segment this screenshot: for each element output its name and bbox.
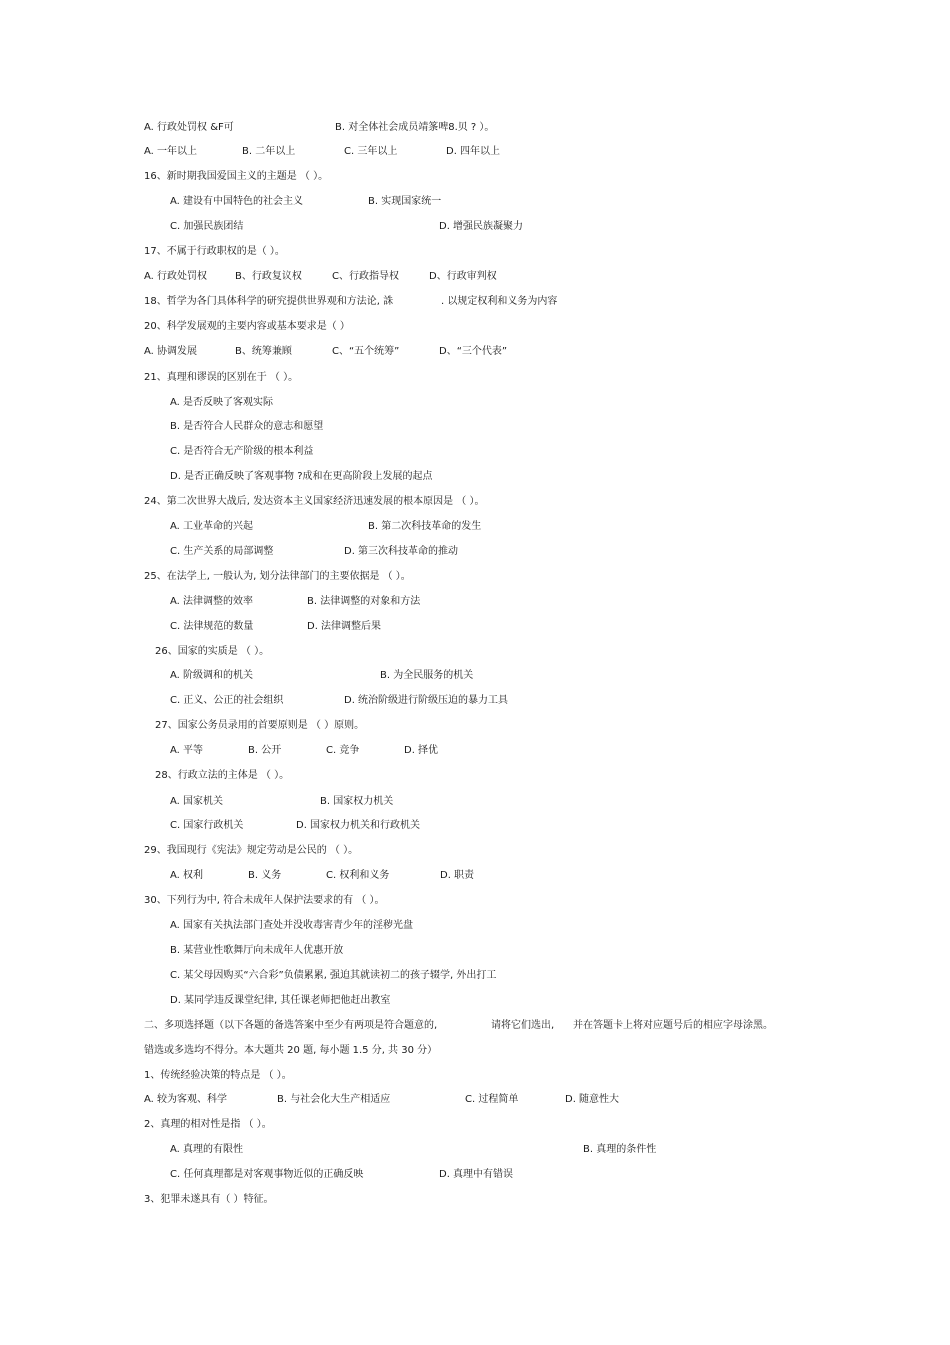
option-text: D. 真理中有错误 — [439, 1169, 514, 1180]
section-heading: 二、多项选择题（以下各题的备选答案中至少有两项是符合题意的, — [144, 1020, 438, 1031]
option-text: C. 生产关系的局部调整 — [170, 546, 274, 557]
question-text: 27、国家公务员录用的首要原则是 （ ）原则。 — [155, 720, 365, 731]
option-text: B. 义务 — [248, 870, 282, 881]
option-text: B. 国家权力机关 — [320, 796, 394, 807]
option-text: B. 实现国家统一 — [368, 196, 442, 207]
option-text: B. 为全民服务的机关 — [380, 670, 474, 681]
option-text: C. 国家行政机关 — [170, 820, 244, 831]
option-text: D. 国家权力机关和行政机关 — [296, 820, 421, 831]
option-text: C. 过程简单 — [465, 1094, 519, 1105]
option-text: A. 较为客观、科学 — [144, 1094, 228, 1105]
option-text: C. 是否符合无产阶级的根本利益 — [170, 446, 314, 457]
option-text: D. 四年以上 — [446, 146, 501, 157]
question-text: 26、国家的实质是 （ ）。 — [155, 646, 270, 657]
question-text: 29、我国现行《宪法》规定劳动是公民的 （ ）。 — [144, 845, 359, 856]
section-heading: 并在答题卡上将对应题号后的相应字母涂黑。 — [573, 1020, 773, 1031]
section-heading: 请将它们选出, — [491, 1020, 555, 1031]
question-text: 28、行政立法的主体是 （ ）。 — [155, 770, 290, 781]
option-text: C、“五个统筹” — [332, 346, 400, 357]
option-text: A. 国家机关 — [170, 796, 224, 807]
text-line: A. 行政处罚权 &F可 — [144, 122, 234, 133]
option-text: D. 择优 — [404, 745, 439, 756]
option-text: A. 一年以上 — [144, 146, 198, 157]
option-text: D. 某同学违反课堂纪律, 其任课老师把他赶出教室 — [170, 995, 391, 1006]
option-text: A. 协调发展 — [144, 346, 198, 357]
option-text: C. 加强民族团结 — [170, 221, 244, 232]
option-text: A. 工业革命的兴起 — [170, 521, 254, 532]
option-text: C. 三年以上 — [344, 146, 398, 157]
question-text: 21、真理和谬误的区别在于 （ ）。 — [144, 372, 299, 383]
option-text: A. 真理的有限性 — [170, 1144, 244, 1155]
option-text: C. 竞争 — [326, 745, 360, 756]
question-text: 20、科学发展观的主要内容或基本要求是（ ） — [144, 321, 350, 332]
option-text: B. 第二次科技革命的发生 — [368, 521, 482, 532]
option-text: A. 是否反映了客观实际 — [170, 397, 274, 408]
option-text: D. 统治阶级进行阶级压迫的暴力工具 — [344, 695, 509, 706]
option-text: B. 二年以上 — [242, 146, 296, 157]
question-text: . 以规定权利和义务为内容 — [441, 296, 558, 307]
option-text: B. 是否符合人民群众的意志和愿望 — [170, 421, 324, 432]
option-text: B. 公开 — [248, 745, 282, 756]
option-text: C. 任何真理都是对客观事物近似的正确反映 — [170, 1169, 364, 1180]
option-text: B、统筹兼顾 — [235, 346, 292, 357]
question-text: 25、在法学上, 一般认为, 划分法律部门的主要依据是 （ ）。 — [144, 571, 411, 582]
option-text: D. 是否正确反映了客观事物 ?成和在更高阶段上发展的起点 — [170, 471, 433, 482]
question-text: 3、犯罪未遂具有（ ）特征。 — [144, 1194, 274, 1205]
option-text: A. 建设有中国特色的社会主义 — [170, 196, 304, 207]
question-text: 16、新时期我国爱国主义的主题是 （ ）。 — [144, 171, 329, 182]
option-text: D、“三个代表” — [439, 346, 508, 357]
option-text: A. 阶级调和的机关 — [170, 670, 254, 681]
question-text: 18、哲学为各门具体科学的研究提供世界观和方法论, 誅 — [144, 296, 394, 307]
option-text: D. 第三次科技革命的推动 — [344, 546, 459, 557]
option-text: C. 权利和义务 — [326, 870, 390, 881]
option-text: C. 法律规范的数量 — [170, 621, 254, 632]
question-text: 30、下列行为中, 符合未成年人保护法要求的有 （ ）。 — [144, 895, 385, 906]
option-text: B. 某营业性歌舞厅向未成年人优惠开放 — [170, 945, 344, 956]
option-text: D、行政审判权 — [429, 271, 497, 282]
option-text: A. 平等 — [170, 745, 204, 756]
option-text: B、行政复议权 — [235, 271, 302, 282]
question-text: 17、不属于行政职权的是（ ）。 — [144, 246, 285, 257]
option-text: D. 职责 — [440, 870, 475, 881]
option-text: D. 法律调整后果 — [307, 621, 382, 632]
option-text: C. 某父母因购买“六合彩”负债累累, 强迫其就读初二的孩子辍学, 外出打工 — [170, 970, 497, 981]
option-text: D. 随意性大 — [565, 1094, 620, 1105]
option-text: C、行政指导权 — [332, 271, 399, 282]
option-text: B. 真理的条件性 — [583, 1144, 657, 1155]
question-text: 1、传统经验决策的特点是 （ ）。 — [144, 1070, 292, 1081]
text-line: B. 对全体社会成员靖筿啤8.贝 ? ）。 — [335, 122, 495, 133]
option-text: A. 法律调整的效率 — [170, 596, 254, 607]
question-text: 24、第二次世界大战后, 发达资本主义国家经济迅速发展的根本原因是 （ ）。 — [144, 496, 485, 507]
option-text: B. 法律调整的对象和方法 — [307, 596, 421, 607]
option-text: A. 国家有关执法部门查处并没收毒害青少年的淫秽光盘 — [170, 920, 414, 931]
option-text: A. 权利 — [170, 870, 204, 881]
section-instructions: 错选或多选均不得分。本大题共 20 题, 每小题 1.5 分, 共 30 分） — [144, 1045, 438, 1056]
option-text: C. 正义、公正的社会组织 — [170, 695, 284, 706]
option-text: D. 增强民族凝聚力 — [439, 221, 524, 232]
option-text: B. 与社会化大生产相适应 — [277, 1094, 391, 1105]
option-text: A. 行政处罚权 — [144, 271, 208, 282]
question-text: 2、真理的相对性是指 （ ）。 — [144, 1119, 272, 1130]
